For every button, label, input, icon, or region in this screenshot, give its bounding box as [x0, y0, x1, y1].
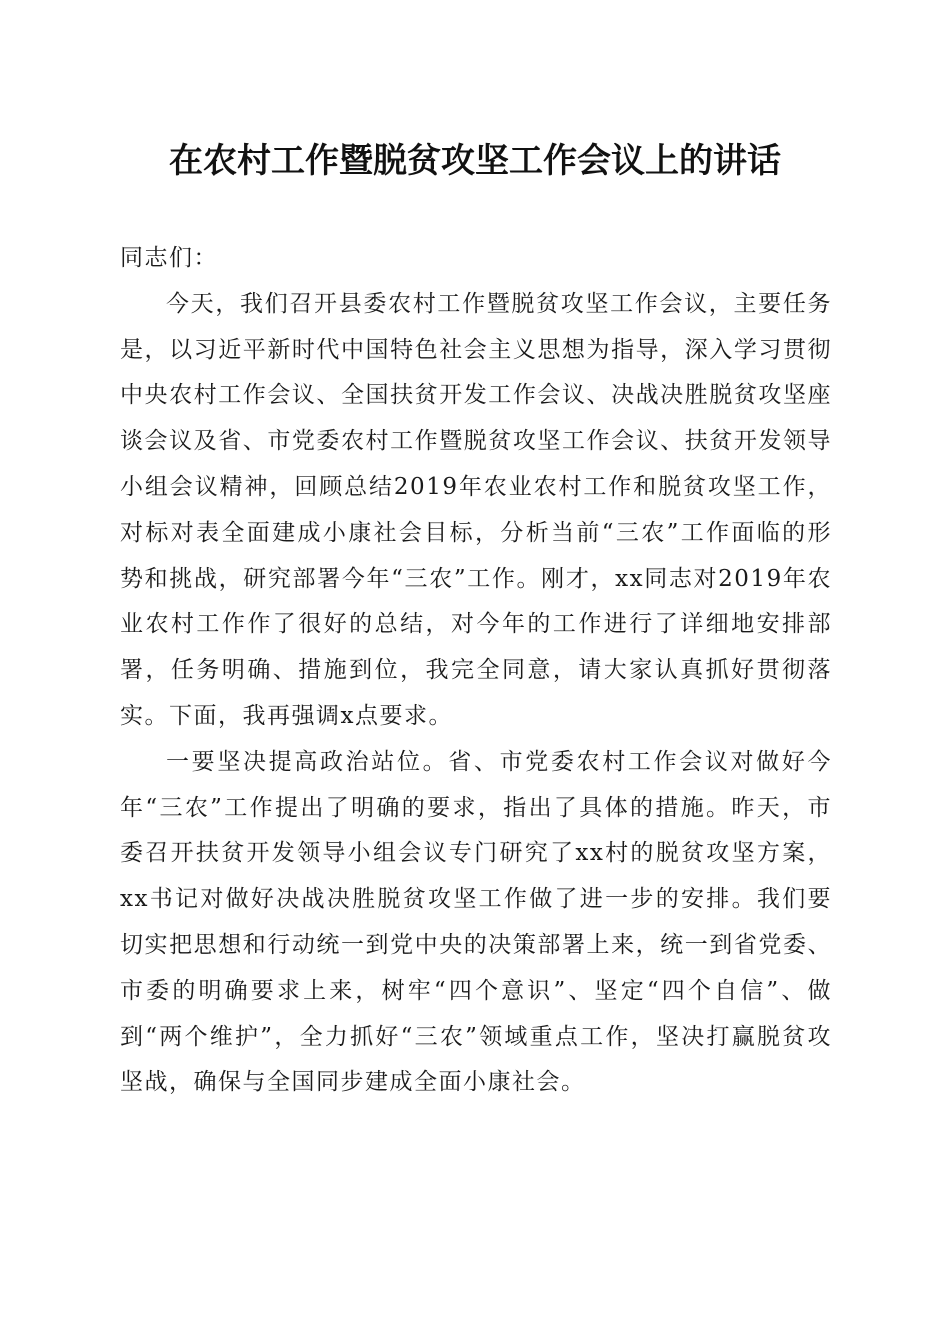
document-title: 在农村工作暨脱贫攻坚工作会议上的讲话: [169, 141, 781, 181]
document-body: [120, 236, 832, 1106]
salutation: 同志们：: [120, 245, 218, 271]
paragraph-intro: 今天，我们召开县委农村工作暨脱贫攻坚工作会议，主要任务是，以习近平新时代中国特色社会主义思想为指导，深入学习贯彻中央农村工作会议、全国扶贫开发工作会议、决战决胜脱贫攻坚座谈会议及省、市党委农村工作暨脱贫攻坚工作会议、扶贫开发领导小组会议精神，回顾总结2019年农业农村工作和脱贫攻坚工作，对标对表全面建成小康社会目标，分析当前“三农”工作面临的形势和挑战，研究部署今年“三农”工作。刚才，xx同志对2019年农业农村工作作了很好的总结，对今年的工作进行了详细地安排部署，任务明确、措施到位，我完全同意，请大家认真抓好贯彻落实。下面，我再强调x点要求。: [120, 290, 832, 729]
paragraph-political-stance: 一要坚决提高政治站位。省、市党委农村工作会议对做好今年“三农”工作提出了明确的要求，指出了具体的措施。昨天，市委召开扶贫开发领导小组会议专门研究了xx村的脱贫攻坚方案，xx书记对做好决战决胜脱贫攻坚工作做了进一步的安排。我们要切实把思想和行动统一到党中央的决策部署上来，统一到省党委、市委的明确要求上来，树牢“四个意识”、坚定“四个自信”、做到“两个维护”，全力抓好“三农”领域重点工作，坚决打赢脱贫攻坚战，确保与全国同步建成全面小康社会。: [120, 748, 832, 1096]
